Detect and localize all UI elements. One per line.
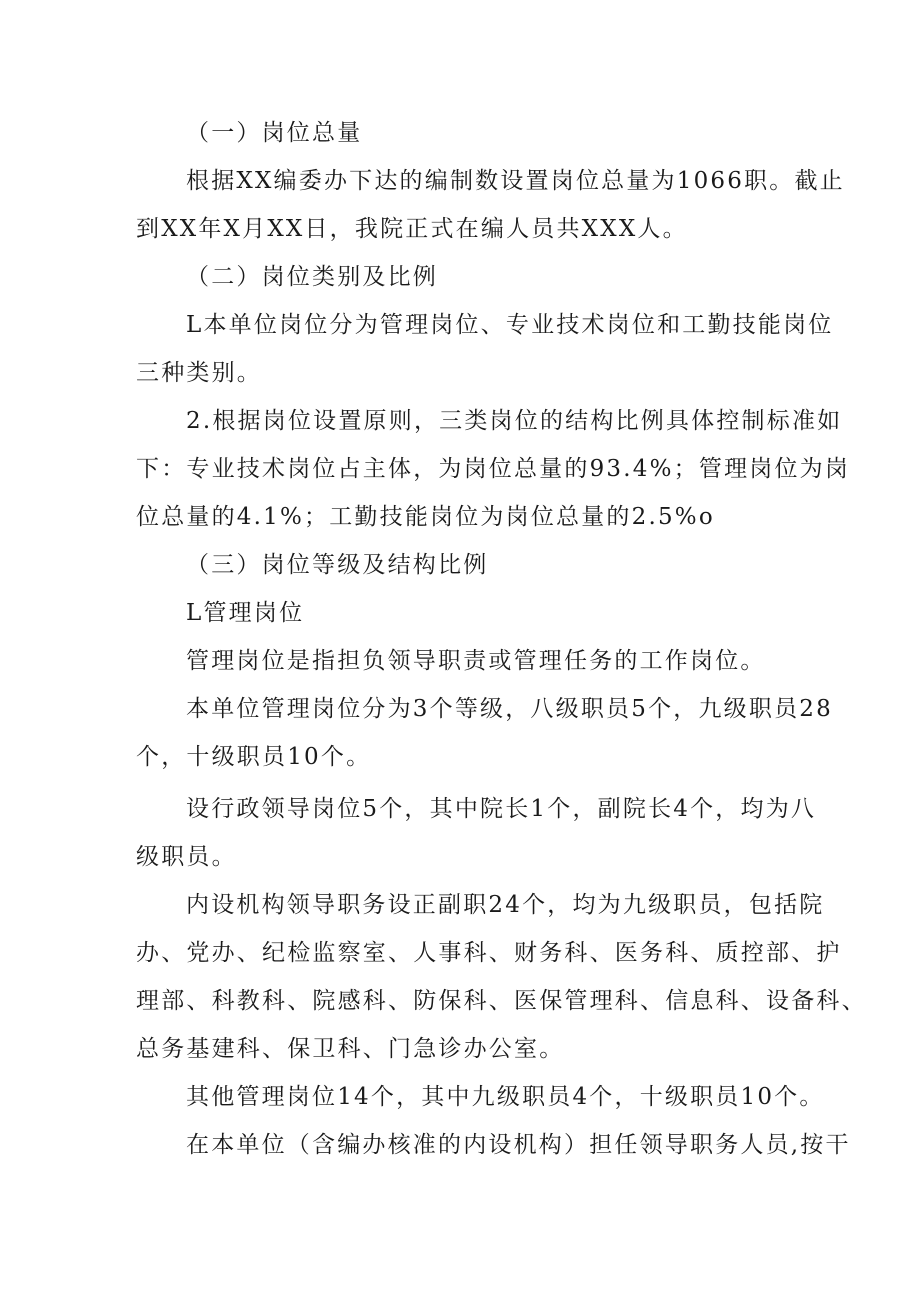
section-heading-2: （二）岗位类别及比例 <box>186 264 438 290</box>
paragraph-line: 位总量的4.1%；工勤技能岗位为岗位总量的2.5%o <box>136 504 715 530</box>
paragraph-line: 设行政领导岗位5个，其中院长1个，副院长4个，均为八 <box>186 796 817 822</box>
paragraph-line: 到XX年X月XX日，我院正式在编人员共XXX人。 <box>136 216 688 242</box>
paragraph-line: 管理岗位是指担负领导职责或管理任务的工作岗位。 <box>186 648 766 674</box>
section-heading-3: （三）岗位等级及结构比例 <box>186 552 489 578</box>
paragraph-line: L本单位岗位分为管理岗位、专业技术岗位和工勤技能岗位 <box>186 312 834 338</box>
paragraph-line: 理部、科教科、院感科、防保科、医保管理科、信息科、设备科、 <box>136 988 867 1014</box>
paragraph-line: 办、党办、纪检监察室、人事科、财务科、医务科、质控部、护 <box>136 940 842 966</box>
paragraph-line: 三种类别。 <box>136 360 262 386</box>
paragraph-line: 其他管理岗位14个，其中九级职员4个，十级职员10个。 <box>186 1084 825 1110</box>
section-heading-1: （一）岗位总量 <box>186 120 363 146</box>
paragraph-line: 内设机构领导职务设正副职24个，均为九级职员，包括院 <box>186 892 825 918</box>
paragraph-line: 本单位管理岗位分为3个等级，八级职员5个，九级职员28 <box>186 696 833 722</box>
paragraph-line: 个，十级职员10个。 <box>136 744 372 770</box>
paragraph-line: 总务基建科、保卫科、门急诊办公室。 <box>136 1036 565 1062</box>
subsection-heading: L管理岗位 <box>186 600 305 626</box>
paragraph-line: 2.根据岗位设置原则，三类岗位的结构比例具体控制标准如 <box>186 408 843 434</box>
paragraph-line: 根据XX编委办下达的编制数设置岗位总量为1066职。截止 <box>186 168 845 194</box>
paragraph-line: 在本单位（含编办核准的内设机构）担任领导职务人员,按干 <box>186 1132 851 1158</box>
paragraph-line: 下：专业技术岗位占主体，为岗位总量的93.4%；管理岗位为岗 <box>136 456 851 482</box>
paragraph-line: 级职员。 <box>136 844 237 870</box>
